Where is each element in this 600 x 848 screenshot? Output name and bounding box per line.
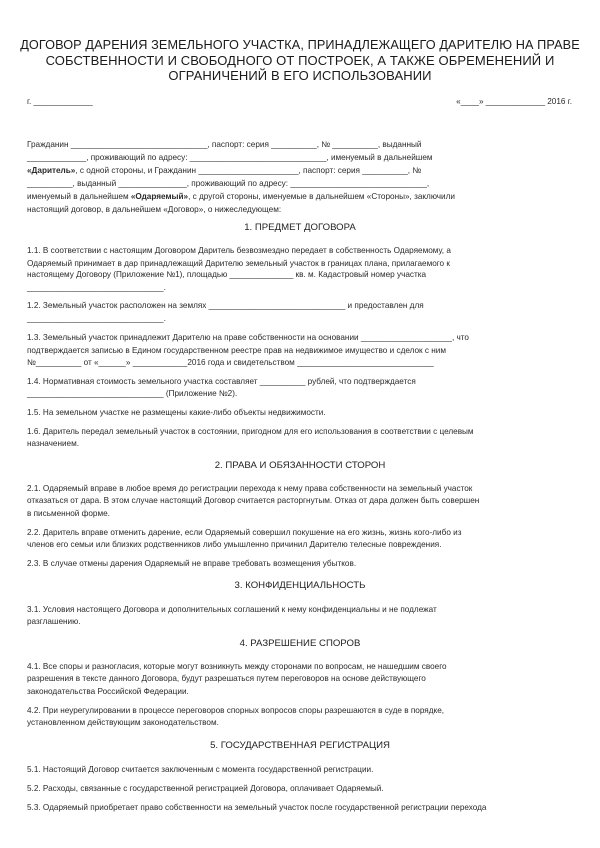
title-line: ДОГОВОР ДАРЕНИЯ ЗЕМЕЛЬНОГО УЧАСТКА, ПРИНАДЛЕЖАЩЕГО ДАРИТЕЛЮ НА ПРАВЕ <box>20 38 580 52</box>
clause-line: 4.2. При неурегулировании в процессе переговоров спорных вопросов споры разрешаются в суде в порядке, <box>27 706 445 715</box>
title-line: ОГРАНИЧЕНИЙ В ЕГО ИСПОЛЬЗОВАНИИ <box>168 68 432 83</box>
clause-line: 2.1. Одаряемый вправе в любое время до регистрации перехода к нему права собственности на земельный участок <box>27 484 473 493</box>
date-field: «____» _____________ 2016 г. <box>456 97 572 106</box>
clause-line: 3.1. Условия настоящего Договора и дополнительных соглашений к нему конфиденциальны и не подлежат <box>27 605 437 614</box>
clause-line: 4.1. Все споры и разногласия, которые могут возникнуть между сторонами по вопросам, не нашедшим своего <box>27 662 447 671</box>
clause-line: 1.2. Земельный участок расположен на землях ______________________________ и предоставлен для <box>27 301 424 310</box>
parties-line: __________, выданный _______________, проживающий по адресу: ______________________________, <box>27 179 430 188</box>
clause-line: 1.4. Нормативная стоимость земельного участка составляет __________ рублей, что подтверждается <box>27 377 416 386</box>
parties-line: _____________, проживающий по адресу: ______________________________, именуемый в дальнейшем <box>27 153 433 162</box>
clause-line: законодательства Российской Федерации. <box>27 687 189 696</box>
clause-line: 1.3. Земельный участок принадлежит Дарителю на праве собственности на основании ____________________, что <box>27 333 469 342</box>
parties-line: «Даритель», с одной стороны, и Гражданин ______________________, паспорт: серия __________, № <box>27 166 422 175</box>
clause-line: ______________________________. <box>27 283 166 292</box>
section-heading: 2. ПРАВА И ОБЯЗАННОСТИ СТОРОН <box>214 460 386 471</box>
clause-line: в письменной форме. <box>27 509 110 518</box>
clause-line: 2.3. В случае отмены дарения Одаряемый не вправе требовать возмещения убытков. <box>27 559 357 568</box>
clause-line: 1.1. В соответствии с настоящим Договором Даритель безвозмездно передает в собственность Одаряемому, а <box>27 246 451 255</box>
title-line: СОБСТВЕННОСТИ И СВОБОДНОГО ОТ ПОСТРОЕК, А ТАКЖЕ ОБРЕМЕНЕНИЙ И <box>45 53 555 68</box>
clause-line: ______________________________. <box>27 314 166 323</box>
clause-line: 5.1. Настоящий Договор считается заключенным с момента государственной регистрации. <box>27 765 374 774</box>
clause-line: 1.5. На земельном участке не размещены какие-либо объекты недвижимости. <box>27 408 326 417</box>
clause-line: 2.2. Даритель вправе отменить дарение, если Одаряемый совершил покушение на его жизнь, жизнь кого-либо из <box>27 528 462 537</box>
clause-line: №__________ от «______» ____________2016 года и свидетельством ______________________________ <box>27 358 434 367</box>
section-heading: 3. КОНФИДЕНЦИАЛЬНОСТЬ <box>234 580 366 591</box>
clause-line: настоящему Договору (Приложение №1), площадью ______________ кв. м. Кадастровый номер участка <box>27 270 427 279</box>
clause-line: установленном действующим законодательством. <box>27 718 219 727</box>
document-title <box>20 38 580 83</box>
clause-line: 1.6. Даритель передал земельный участок в состоянии, пригодном для его использования в соответствии с целевым <box>27 427 474 436</box>
parties-line: настоящий договор, в дальнейшем «Договор», о нижеследующем: <box>27 205 282 214</box>
parties-line: Гражданин ______________________________, паспорт: серия __________, № __________, выданный <box>27 140 422 149</box>
section-heading: 5. ГОСУДАРСТВЕННАЯ РЕГИСТРАЦИЯ <box>210 740 390 751</box>
clause-line: членов его семьи или близких родственников либо умышленно причинил Дарителю телесные повреждения. <box>27 540 442 549</box>
section-heading: 1. ПРЕДМЕТ ДОГОВОРА <box>244 222 356 233</box>
clause-line: назначением. <box>27 439 80 448</box>
clause-line: 5.3. Одаряемый приобретает право собственности на земельный участок после государственной регистрации перехода <box>27 803 487 812</box>
clause-line: 5.2. Расходы, связанные с государственной регистрацией Договора, оплачивает Одаряемый. <box>27 784 384 793</box>
clause-line: Одаряемый принимает в дар принадлежащий Дарителю земельный участок в границах плана, прилагаемого к <box>27 259 450 268</box>
clause-line: разрешения в тексте данного Договора, будут разрешаться путем переговоров на основе действующего <box>27 674 426 683</box>
parties-line: именуемый в дальнейшем «Одаряемый», с другой стороны, именуемые в дальнейшем «Стороны», заключили <box>27 192 455 201</box>
clause-line: отказаться от дара. В этом случае настоящий Договор считается расторгнутым. Отказ от дара должен быть совершен <box>27 496 480 505</box>
clause-line: подтверждается записью в Едином государственном реестре прав на недвижимое имущество и сделок с ним <box>27 346 447 355</box>
city-field: г. _____________ <box>27 97 93 106</box>
section-heading: 4. РАЗРЕШЕНИЕ СПОРОВ <box>239 638 361 649</box>
clause-line: ______________________________ (Приложение №2). <box>27 389 238 398</box>
clause-line: разглашению. <box>27 617 81 626</box>
